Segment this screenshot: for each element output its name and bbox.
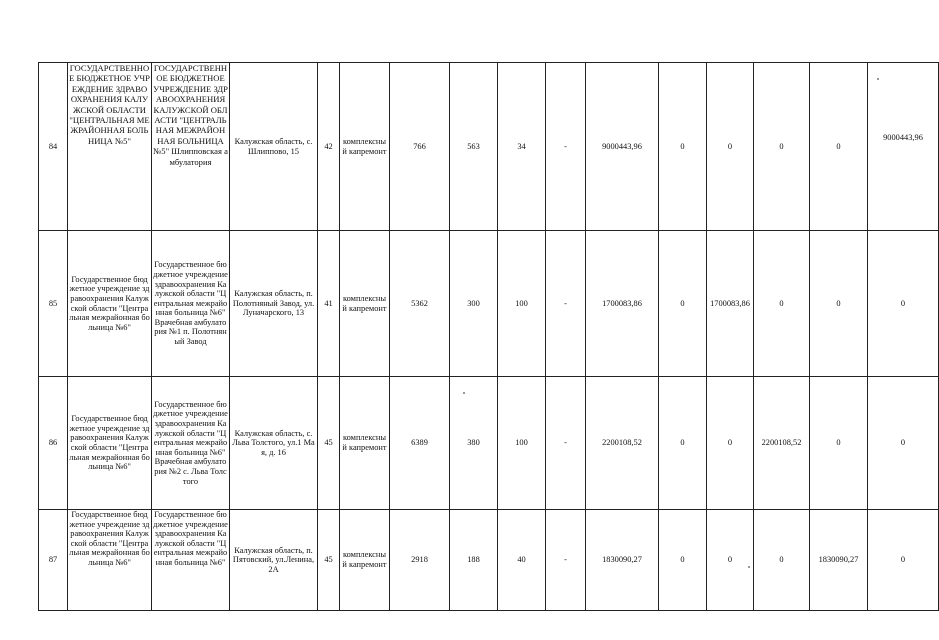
cell-year-1: 0 bbox=[659, 231, 707, 377]
cell-year-3: 0 bbox=[754, 231, 810, 377]
cell-year-4: 0 bbox=[810, 231, 868, 377]
cell-year-5: 9000443,96 bbox=[868, 63, 939, 231]
cell-work-type: комплексный капремонт bbox=[340, 377, 390, 510]
cell-area: 766 bbox=[390, 63, 450, 231]
cell-year-5: 0 bbox=[868, 510, 939, 611]
cell-object: ГОСУДАРСТВЕННОЕ БЮДЖЕТНОЕ УЧРЕЖДЕНИЕ ЗДРАВООХРАНЕНИЯ КАЛУЖСКОЙ ОБЛАСТИ "ЦЕНТРАЛЬНАЯ МЕЖРАЙОННАЯ БОЛЬНИЦА №5" Шлипповская амбулатория bbox=[152, 63, 230, 231]
cell-dash: - bbox=[546, 231, 586, 377]
cell-wear: 45 bbox=[318, 510, 340, 611]
cell-area: 2918 bbox=[390, 510, 450, 611]
scan-speck bbox=[463, 392, 465, 394]
cell-year-3: 0 bbox=[754, 63, 810, 231]
cell-capacity: 300 bbox=[450, 231, 498, 377]
scan-speck bbox=[877, 78, 879, 80]
cell-year-1: 0 bbox=[659, 63, 707, 231]
cell-year-2: 0 bbox=[707, 510, 754, 611]
table-row bbox=[39, 63, 939, 231]
cell-dash: - bbox=[546, 377, 586, 510]
cell-year-3: 2200108,52 bbox=[754, 377, 810, 510]
cell-year-4: 0 bbox=[810, 377, 868, 510]
cell-total: 1830090,27 bbox=[586, 510, 659, 611]
cell-address: Калужская область, с. Льва Толстого, ул.1 Мая, д. 16 bbox=[230, 377, 318, 510]
cell-year-2: 0 bbox=[707, 377, 754, 510]
cell-year-4: 0 bbox=[810, 63, 868, 231]
cell-dash: - bbox=[546, 510, 586, 611]
cell-year-5: 0 bbox=[868, 231, 939, 377]
cell-capacity: 563 bbox=[450, 63, 498, 231]
cell-year-2: 0 bbox=[707, 63, 754, 231]
cell-area: 5362 bbox=[390, 231, 450, 377]
cell-owner: Государственное бюджетное учреждение здравоохранения Калужской области "Центральная межрайонная больница №6" bbox=[68, 510, 152, 611]
cell-year-5: 0 bbox=[868, 377, 939, 510]
cell-dash: - bbox=[546, 63, 586, 231]
cell-staff: 40 bbox=[498, 510, 546, 611]
cell-number: 84 bbox=[39, 63, 68, 231]
cell-number: 85 bbox=[39, 231, 68, 377]
cell-total: 1700083,86 bbox=[586, 231, 659, 377]
cell-work-type: комплексный капремонт bbox=[340, 510, 390, 611]
cell-staff: 100 bbox=[498, 231, 546, 377]
cell-object: Государственное бюджетное учреждение здравоохранения Калужской области "Центральная межрайонная больница №6" Врачебная амбулатория №2 с. Льва Толстого bbox=[152, 377, 230, 510]
cell-total: 2200108,52 bbox=[586, 377, 659, 510]
cell-work-type: комплексный капремонт bbox=[340, 231, 390, 377]
cell-number: 86 bbox=[39, 377, 68, 510]
cell-capacity: 380 bbox=[450, 377, 498, 510]
cell-address: Калужская область, с. Шлиппово, 15 bbox=[230, 63, 318, 231]
cell-wear: 45 bbox=[318, 377, 340, 510]
cell-wear: 42 bbox=[318, 63, 340, 231]
table-row bbox=[39, 510, 939, 611]
document-table bbox=[38, 62, 939, 611]
cell-year-3: 0 bbox=[754, 510, 810, 611]
cell-owner: ГОСУДАРСТВЕННОЕ БЮДЖЕТНОЕ УЧРЕЖДЕНИЕ ЗДРАВООХРАНЕНИЯ КАЛУЖСКОЙ ОБЛАСТИ "ЦЕНТРАЛЬНАЯ МЕЖРАЙОННАЯ БОЛЬНИЦА №5" bbox=[68, 63, 152, 231]
cell-wear: 41 bbox=[318, 231, 340, 377]
cell-total: 9000443,96 bbox=[586, 63, 659, 231]
cell-address: Калужская область, п. Пятовский, ул.Ленина, 2А bbox=[230, 510, 318, 611]
cell-year-4: 1830090,27 bbox=[810, 510, 868, 611]
cell-number: 87 bbox=[39, 510, 68, 611]
cell-work-type: комплексный капремонт bbox=[340, 63, 390, 231]
cell-staff: 100 bbox=[498, 377, 546, 510]
cell-area: 6389 bbox=[390, 377, 450, 510]
cell-year-2: 1700083,86 bbox=[707, 231, 754, 377]
cell-owner: Государственное бюджетное учреждение здравоохранения Калужской области "Центральная межрайонная больница №6" bbox=[68, 377, 152, 510]
scan-speck bbox=[748, 566, 750, 568]
table-row bbox=[39, 231, 939, 377]
table-row bbox=[39, 377, 939, 510]
cell-owner: Государственное бюджетное учреждение здравоохранения Калужской области "Центральная межрайонная больница №6" bbox=[68, 231, 152, 377]
cell-year-1: 0 bbox=[659, 510, 707, 611]
cell-capacity: 188 bbox=[450, 510, 498, 611]
cell-object: Государственное бюджетное учреждение здравоохранения Калужской области "Центральная межрайонная больница №6" bbox=[152, 510, 230, 611]
cell-year-1: 0 bbox=[659, 377, 707, 510]
cell-staff: 34 bbox=[498, 63, 546, 231]
cell-address: Калужская область, п. Полотняный Завод, ул.Луначарского, 13 bbox=[230, 231, 318, 377]
cell-object: Государственное бюджетное учреждение здравоохранения Калужской области "Центральная межрайонная больница №6" Врачебная амбулатория №1 п. Полотняный Завод bbox=[152, 231, 230, 377]
